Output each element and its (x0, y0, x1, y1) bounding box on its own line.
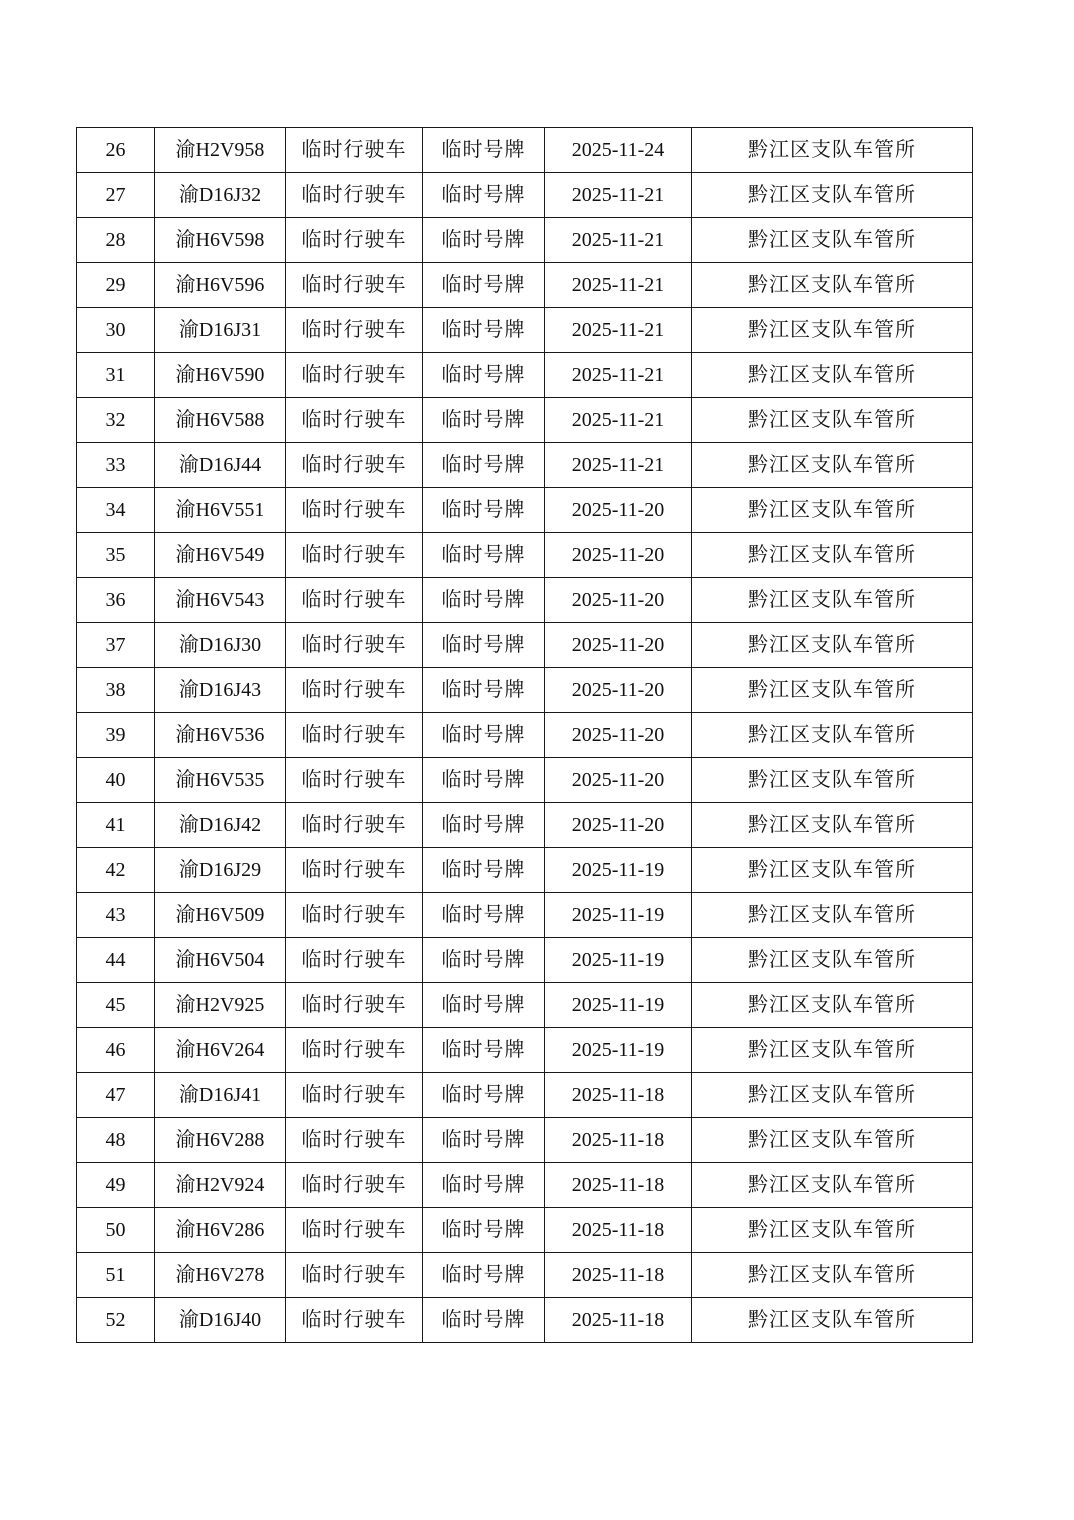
table-row (77, 1118, 973, 1163)
issuing-office-cell: 黔江区支队车管所 (692, 1073, 973, 1118)
plate-number-cell: 渝H6V549 (155, 533, 286, 578)
plate-kind-cell: 临时号牌 (423, 848, 545, 893)
plate-number-cell: 渝H6V278 (155, 1253, 286, 1298)
row-number-cell: 47 (77, 1073, 155, 1118)
table-row (77, 758, 973, 803)
plate-kind-cell: 临时号牌 (423, 1163, 545, 1208)
table-row (77, 713, 973, 758)
issuing-office-cell: 黔江区支队车管所 (692, 1253, 973, 1298)
plate-kind-cell: 临时号牌 (423, 623, 545, 668)
plate-number-cell: 渝D16J42 (155, 803, 286, 848)
plate-kind-cell: 临时号牌 (423, 983, 545, 1028)
issuing-office-cell: 黔江区支队车管所 (692, 578, 973, 623)
issuing-office-cell: 黔江区支队车管所 (692, 848, 973, 893)
row-number-cell: 32 (77, 398, 155, 443)
vehicle-type-cell: 临时行驶车 (286, 893, 423, 938)
plate-number-cell: 渝H6V551 (155, 488, 286, 533)
plate-number-cell: 渝D16J41 (155, 1073, 286, 1118)
vehicle-type-cell: 临时行驶车 (286, 218, 423, 263)
row-number-cell: 31 (77, 353, 155, 398)
table-row (77, 218, 973, 263)
table-row (77, 398, 973, 443)
issuing-office-cell: 黔江区支队车管所 (692, 1028, 973, 1073)
issue-date-cell: 2025-11-18 (545, 1298, 692, 1343)
row-number-cell: 46 (77, 1028, 155, 1073)
row-number-cell: 36 (77, 578, 155, 623)
vehicle-type-cell: 临时行驶车 (286, 308, 423, 353)
vehicle-type-cell: 临时行驶车 (286, 173, 423, 218)
table-row (77, 1253, 973, 1298)
table-row (77, 893, 973, 938)
issuing-office-cell: 黔江区支队车管所 (692, 803, 973, 848)
plate-kind-cell: 临时号牌 (423, 578, 545, 623)
plate-kind-cell: 临时号牌 (423, 938, 545, 983)
issue-date-cell: 2025-11-24 (545, 128, 692, 173)
issuing-office-cell: 黔江区支队车管所 (692, 398, 973, 443)
issue-date-cell: 2025-11-21 (545, 173, 692, 218)
vehicle-type-cell: 临时行驶车 (286, 533, 423, 578)
plate-kind-cell: 临时号牌 (423, 713, 545, 758)
issue-date-cell: 2025-11-18 (545, 1163, 692, 1208)
issuing-office-cell: 黔江区支队车管所 (692, 668, 973, 713)
issuing-office-cell: 黔江区支队车管所 (692, 983, 973, 1028)
plate-number-cell: 渝D16J30 (155, 623, 286, 668)
vehicle-type-cell: 临时行驶车 (286, 713, 423, 758)
table-body (77, 128, 973, 1343)
vehicle-type-cell: 临时行驶车 (286, 263, 423, 308)
vehicle-type-cell: 临时行驶车 (286, 848, 423, 893)
plate-kind-cell: 临时号牌 (423, 803, 545, 848)
plate-kind-cell: 临时号牌 (423, 1253, 545, 1298)
plate-number-cell: 渝D16J43 (155, 668, 286, 713)
table-row (77, 128, 973, 173)
issue-date-cell: 2025-11-21 (545, 263, 692, 308)
plate-kind-cell: 临时号牌 (423, 1298, 545, 1343)
plate-number-cell: 渝H6V504 (155, 938, 286, 983)
issuing-office-cell: 黔江区支队车管所 (692, 1118, 973, 1163)
row-number-cell: 29 (77, 263, 155, 308)
plate-kind-cell: 临时号牌 (423, 398, 545, 443)
vehicle-permit-table (76, 127, 973, 1343)
row-number-cell: 35 (77, 533, 155, 578)
table-row (77, 938, 973, 983)
vehicle-type-cell: 临时行驶车 (286, 758, 423, 803)
plate-kind-cell: 临时号牌 (423, 488, 545, 533)
issue-date-cell: 2025-11-18 (545, 1118, 692, 1163)
vehicle-type-cell: 临时行驶车 (286, 983, 423, 1028)
plate-number-cell: 渝H6V286 (155, 1208, 286, 1253)
issuing-office-cell: 黔江区支队车管所 (692, 893, 973, 938)
issue-date-cell: 2025-11-20 (545, 758, 692, 803)
row-number-cell: 28 (77, 218, 155, 263)
table-row (77, 533, 973, 578)
row-number-cell: 26 (77, 128, 155, 173)
row-number-cell: 44 (77, 938, 155, 983)
plate-number-cell: 渝H6V598 (155, 218, 286, 263)
table-row (77, 263, 973, 308)
vehicle-type-cell: 临时行驶车 (286, 938, 423, 983)
issuing-office-cell: 黔江区支队车管所 (692, 938, 973, 983)
table-row (77, 668, 973, 713)
row-number-cell: 52 (77, 1298, 155, 1343)
issue-date-cell: 2025-11-20 (545, 713, 692, 758)
vehicle-type-cell: 临时行驶车 (286, 1163, 423, 1208)
vehicle-type-cell: 临时行驶车 (286, 1028, 423, 1073)
row-number-cell: 51 (77, 1253, 155, 1298)
row-number-cell: 37 (77, 623, 155, 668)
row-number-cell: 30 (77, 308, 155, 353)
vehicle-type-cell: 临时行驶车 (286, 1118, 423, 1163)
vehicle-type-cell: 临时行驶车 (286, 488, 423, 533)
issuing-office-cell: 黔江区支队车管所 (692, 263, 973, 308)
vehicle-type-cell: 临时行驶车 (286, 443, 423, 488)
table-row (77, 623, 973, 668)
issuing-office-cell: 黔江区支队车管所 (692, 1208, 973, 1253)
issue-date-cell: 2025-11-19 (545, 1028, 692, 1073)
issue-date-cell: 2025-11-18 (545, 1073, 692, 1118)
vehicle-type-cell: 临时行驶车 (286, 128, 423, 173)
plate-number-cell: 渝H2V925 (155, 983, 286, 1028)
plate-kind-cell: 临时号牌 (423, 1208, 545, 1253)
plate-kind-cell: 临时号牌 (423, 758, 545, 803)
plate-number-cell: 渝H6V264 (155, 1028, 286, 1073)
issue-date-cell: 2025-11-21 (545, 443, 692, 488)
row-number-cell: 33 (77, 443, 155, 488)
row-number-cell: 41 (77, 803, 155, 848)
row-number-cell: 50 (77, 1208, 155, 1253)
table-row (77, 443, 973, 488)
issuing-office-cell: 黔江区支队车管所 (692, 533, 973, 578)
table-row (77, 308, 973, 353)
plate-kind-cell: 临时号牌 (423, 668, 545, 713)
issue-date-cell: 2025-11-21 (545, 308, 692, 353)
table-row (77, 1073, 973, 1118)
issue-date-cell: 2025-11-18 (545, 1253, 692, 1298)
plate-kind-cell: 临时号牌 (423, 533, 545, 578)
vehicle-type-cell: 临时行驶车 (286, 353, 423, 398)
plate-kind-cell: 临时号牌 (423, 443, 545, 488)
plate-kind-cell: 临时号牌 (423, 1028, 545, 1073)
vehicle-type-cell: 临时行驶车 (286, 1298, 423, 1343)
vehicle-type-cell: 临时行驶车 (286, 623, 423, 668)
issuing-office-cell: 黔江区支队车管所 (692, 308, 973, 353)
issuing-office-cell: 黔江区支队车管所 (692, 1163, 973, 1208)
issue-date-cell: 2025-11-21 (545, 353, 692, 398)
issuing-office-cell: 黔江区支队车管所 (692, 173, 973, 218)
row-number-cell: 42 (77, 848, 155, 893)
table-row (77, 1163, 973, 1208)
table-row (77, 1028, 973, 1073)
plate-number-cell: 渝D16J40 (155, 1298, 286, 1343)
issue-date-cell: 2025-11-19 (545, 938, 692, 983)
issuing-office-cell: 黔江区支队车管所 (692, 713, 973, 758)
plate-number-cell: 渝H6V536 (155, 713, 286, 758)
row-number-cell: 43 (77, 893, 155, 938)
plate-number-cell: 渝H2V958 (155, 128, 286, 173)
issue-date-cell: 2025-11-21 (545, 398, 692, 443)
table-row (77, 848, 973, 893)
issue-date-cell: 2025-11-20 (545, 488, 692, 533)
issuing-office-cell: 黔江区支队车管所 (692, 218, 973, 263)
table-row (77, 578, 973, 623)
vehicle-type-cell: 临时行驶车 (286, 398, 423, 443)
plate-number-cell: 渝H6V588 (155, 398, 286, 443)
issuing-office-cell: 黔江区支队车管所 (692, 488, 973, 533)
plate-kind-cell: 临时号牌 (423, 1073, 545, 1118)
issue-date-cell: 2025-11-20 (545, 623, 692, 668)
plate-kind-cell: 临时号牌 (423, 893, 545, 938)
plate-kind-cell: 临时号牌 (423, 218, 545, 263)
vehicle-type-cell: 临时行驶车 (286, 803, 423, 848)
table-row (77, 488, 973, 533)
row-number-cell: 48 (77, 1118, 155, 1163)
row-number-cell: 39 (77, 713, 155, 758)
issuing-office-cell: 黔江区支队车管所 (692, 128, 973, 173)
issue-date-cell: 2025-11-20 (545, 578, 692, 623)
plate-number-cell: 渝H6V596 (155, 263, 286, 308)
plate-number-cell: 渝H2V924 (155, 1163, 286, 1208)
issue-date-cell: 2025-11-19 (545, 983, 692, 1028)
issue-date-cell: 2025-11-19 (545, 848, 692, 893)
row-number-cell: 27 (77, 173, 155, 218)
row-number-cell: 49 (77, 1163, 155, 1208)
issue-date-cell: 2025-11-20 (545, 803, 692, 848)
row-number-cell: 34 (77, 488, 155, 533)
plate-number-cell: 渝D16J29 (155, 848, 286, 893)
plate-kind-cell: 临时号牌 (423, 263, 545, 308)
plate-kind-cell: 临时号牌 (423, 173, 545, 218)
vehicle-type-cell: 临时行驶车 (286, 1208, 423, 1253)
table-row (77, 983, 973, 1028)
issuing-office-cell: 黔江区支队车管所 (692, 353, 973, 398)
table-row (77, 803, 973, 848)
row-number-cell: 45 (77, 983, 155, 1028)
row-number-cell: 40 (77, 758, 155, 803)
plate-number-cell: 渝H6V535 (155, 758, 286, 803)
table-row (77, 173, 973, 218)
issuing-office-cell: 黔江区支队车管所 (692, 758, 973, 803)
plate-number-cell: 渝D16J32 (155, 173, 286, 218)
issuing-office-cell: 黔江区支队车管所 (692, 1298, 973, 1343)
issue-date-cell: 2025-11-21 (545, 218, 692, 263)
vehicle-type-cell: 临时行驶车 (286, 668, 423, 713)
plate-kind-cell: 临时号牌 (423, 1118, 545, 1163)
plate-kind-cell: 临时号牌 (423, 353, 545, 398)
plate-number-cell: 渝H6V543 (155, 578, 286, 623)
plate-number-cell: 渝H6V288 (155, 1118, 286, 1163)
vehicle-type-cell: 临时行驶车 (286, 1073, 423, 1118)
issue-date-cell: 2025-11-20 (545, 533, 692, 578)
issue-date-cell: 2025-11-20 (545, 668, 692, 713)
plate-number-cell: 渝H6V509 (155, 893, 286, 938)
issuing-office-cell: 黔江区支队车管所 (692, 623, 973, 668)
plate-kind-cell: 临时号牌 (423, 308, 545, 353)
plate-number-cell: 渝D16J44 (155, 443, 286, 488)
table-row (77, 1208, 973, 1253)
table-row (77, 1298, 973, 1343)
plate-number-cell: 渝D16J31 (155, 308, 286, 353)
plate-number-cell: 渝H6V590 (155, 353, 286, 398)
issuing-office-cell: 黔江区支队车管所 (692, 443, 973, 488)
table-row (77, 353, 973, 398)
row-number-cell: 38 (77, 668, 155, 713)
vehicle-type-cell: 临时行驶车 (286, 578, 423, 623)
plate-kind-cell: 临时号牌 (423, 128, 545, 173)
vehicle-type-cell: 临时行驶车 (286, 1253, 423, 1298)
issue-date-cell: 2025-11-19 (545, 893, 692, 938)
issue-date-cell: 2025-11-18 (545, 1208, 692, 1253)
